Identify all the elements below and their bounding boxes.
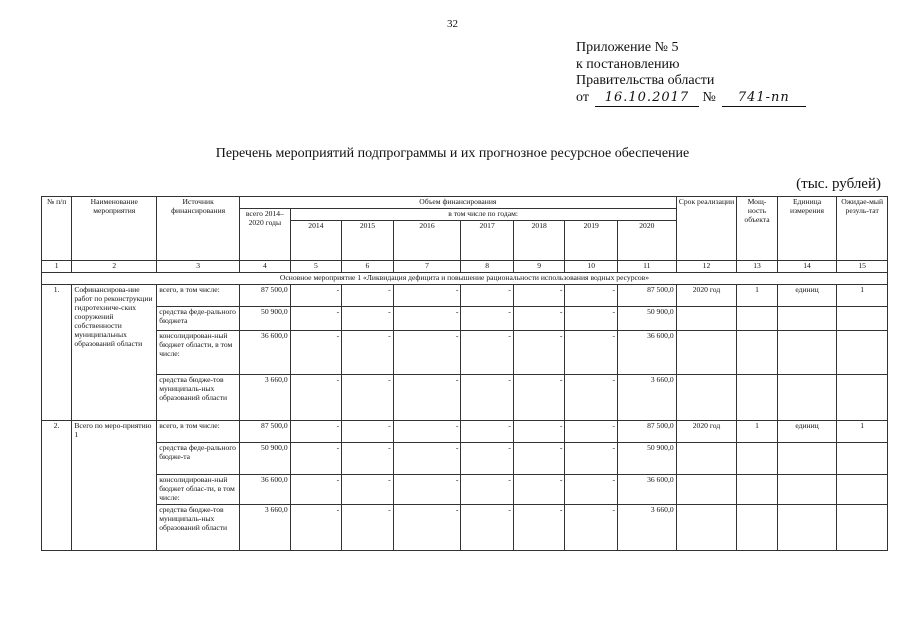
- empty-cell: [777, 474, 837, 504]
- year-value: -: [342, 374, 394, 420]
- header-expected: Ожидае-мый резуль-тат: [837, 197, 888, 261]
- table-row: [42, 306, 888, 330]
- year-value: -: [565, 474, 618, 504]
- term-value: 2020 год: [676, 420, 737, 442]
- funding-source: средства феде-рального бюджета: [157, 306, 240, 330]
- column-numbers-row: [42, 260, 888, 272]
- year-value: -: [513, 306, 565, 330]
- year-value: -: [342, 284, 394, 306]
- funding-source: консолидирован-ный бюджет облас-ти, в том числе:: [157, 474, 240, 504]
- header-year: 2019: [565, 220, 618, 260]
- year-value: -: [461, 330, 514, 374]
- appendix-line-2: к постановлению: [576, 56, 680, 72]
- year-value: -: [513, 474, 565, 504]
- year-value: -: [461, 284, 514, 306]
- year-value: -: [290, 330, 342, 374]
- empty-cell: [777, 374, 837, 420]
- header-year: 2017: [461, 220, 514, 260]
- year-value: -: [461, 442, 514, 474]
- column-number: 2: [72, 260, 157, 272]
- empty-cell: [676, 504, 737, 550]
- empty-cell: [676, 474, 737, 504]
- appendix-date-line: [576, 90, 806, 108]
- empty-cell: [837, 504, 888, 550]
- year-value: -: [290, 284, 342, 306]
- header-unit: Единица измерения: [777, 197, 837, 261]
- year-value: -: [461, 374, 514, 420]
- column-number: 7: [393, 260, 461, 272]
- column-number: 6: [342, 260, 394, 272]
- column-number: 10: [565, 260, 618, 272]
- year-value: -: [513, 374, 565, 420]
- column-number: 11: [618, 260, 677, 272]
- column-number: 1: [42, 260, 72, 272]
- total-value: 50 900,0: [240, 306, 291, 330]
- funding-source: средства феде-рального бюдже-та: [157, 442, 240, 474]
- column-number: 14: [777, 260, 837, 272]
- table-row: [42, 284, 888, 306]
- year-value: -: [513, 284, 565, 306]
- year-value: -: [393, 374, 461, 420]
- year-value: -: [393, 474, 461, 504]
- total-value: 3 660,0: [240, 504, 291, 550]
- unit-value: единиц: [777, 420, 837, 442]
- year-value: -: [513, 330, 565, 374]
- header-by-year: в том числе по годам:: [290, 208, 676, 220]
- year-value: -: [393, 442, 461, 474]
- empty-cell: [737, 474, 777, 504]
- year-value: -: [290, 374, 342, 420]
- header-year: 2020: [618, 220, 677, 260]
- capacity-value: 1: [737, 420, 777, 442]
- header-volume: Объем финансирования: [240, 197, 677, 209]
- year-value: -: [342, 474, 394, 504]
- total-value: 36 600,0: [240, 330, 291, 374]
- financing-table: [41, 196, 888, 551]
- column-number: 15: [837, 260, 888, 272]
- year-value: 36 600,0: [618, 474, 677, 504]
- table-row: [42, 442, 888, 474]
- year-value: -: [290, 504, 342, 550]
- funding-source: консолидирован-ный бюджет области, в том числе:: [157, 330, 240, 374]
- year-value: -: [393, 420, 461, 442]
- year-value: 50 900,0: [618, 442, 677, 474]
- year-value: -: [342, 504, 394, 550]
- year-value: -: [290, 474, 342, 504]
- total-value: 87 500,0: [240, 420, 291, 442]
- empty-cell: [837, 330, 888, 374]
- year-value: -: [565, 442, 618, 474]
- header-year: 2014: [290, 220, 342, 260]
- header-row-1: [42, 197, 888, 209]
- header-term: Срок реализации: [676, 197, 737, 261]
- year-value: 3 660,0: [618, 504, 677, 550]
- year-value: -: [513, 504, 565, 550]
- total-value: 87 500,0: [240, 284, 291, 306]
- year-value: -: [565, 306, 618, 330]
- year-value: -: [342, 306, 394, 330]
- column-number: 3: [157, 260, 240, 272]
- appendix-line-3: Правительства области: [576, 73, 715, 88]
- column-number: 4: [240, 260, 291, 272]
- section-row: [42, 272, 888, 284]
- empty-cell: [737, 442, 777, 474]
- empty-cell: [676, 374, 737, 420]
- year-value: -: [565, 284, 618, 306]
- funding-source: средства бюдже-тов муниципаль-ных образований области: [157, 504, 240, 550]
- funding-source: средства бюдже-тов муниципаль-ных образований области: [157, 374, 240, 420]
- year-value: -: [565, 504, 618, 550]
- year-value: -: [290, 420, 342, 442]
- unit-value: единиц: [777, 284, 837, 306]
- row-number: 1.: [42, 284, 72, 420]
- handwritten-date: 16.10.2017: [595, 90, 699, 108]
- empty-cell: [777, 504, 837, 550]
- funding-source: всего, в том числе:: [157, 284, 240, 306]
- capacity-value: 1: [737, 284, 777, 306]
- empty-cell: [777, 306, 837, 330]
- header-year: 2018: [513, 220, 565, 260]
- column-number: 13: [737, 260, 777, 272]
- header-total: всего 2014–2020 годы: [240, 208, 291, 260]
- year-value: 87 500,0: [618, 284, 677, 306]
- year-value: -: [565, 330, 618, 374]
- page-title: Перечень мероприятий подпрограммы и их прогнозное ресурсное обеспечение: [215, 146, 690, 161]
- header-capacity: Мощ-ность объекта: [737, 197, 777, 261]
- table-row: [42, 420, 888, 442]
- empty-cell: [676, 442, 737, 474]
- header-name: Наименование мероприятия: [72, 197, 157, 261]
- header-year: 2015: [342, 220, 394, 260]
- year-value: 36 600,0: [618, 330, 677, 374]
- empty-cell: [837, 442, 888, 474]
- handwritten-number: 741-пп: [722, 90, 806, 108]
- year-value: -: [393, 330, 461, 374]
- expected-value: 1: [837, 284, 888, 306]
- year-value: -: [461, 420, 514, 442]
- year-value: -: [290, 442, 342, 474]
- year-value: -: [461, 474, 514, 504]
- row-number: 2.: [42, 420, 72, 550]
- header-year: 2016: [393, 220, 461, 260]
- empty-cell: [777, 442, 837, 474]
- year-value: -: [513, 420, 565, 442]
- column-number: 8: [461, 260, 514, 272]
- empty-cell: [837, 374, 888, 420]
- empty-cell: [737, 504, 777, 550]
- year-value: -: [565, 374, 618, 420]
- empty-cell: [837, 306, 888, 330]
- table-row: [42, 474, 888, 504]
- year-value: 3 660,0: [618, 374, 677, 420]
- table-row: [42, 504, 888, 550]
- year-value: -: [342, 330, 394, 374]
- empty-cell: [777, 330, 837, 374]
- year-value: -: [342, 442, 394, 474]
- section-title: Основное мероприятие 1 «Ликвидация дефицита и повышение рациональности использования водных ресурсов»: [42, 272, 888, 284]
- year-value: -: [342, 420, 394, 442]
- appendix-line-1: Приложение № 5: [576, 40, 679, 55]
- year-value: -: [565, 420, 618, 442]
- measure-name: Софинансирова-ние работ по реконструкции гидротехниче-ских сооружений собственности муниципальных образований области: [72, 284, 157, 420]
- year-value: -: [393, 504, 461, 550]
- empty-cell: [837, 474, 888, 504]
- year-value: -: [461, 306, 514, 330]
- year-value: -: [393, 284, 461, 306]
- units-label: (тыс. рублей): [796, 176, 881, 192]
- number-label: №: [702, 89, 716, 105]
- table-row: [42, 330, 888, 374]
- total-value: 50 900,0: [240, 442, 291, 474]
- empty-cell: [676, 306, 737, 330]
- column-number: 12: [676, 260, 737, 272]
- empty-cell: [737, 306, 777, 330]
- header-num: № п/п: [42, 197, 72, 261]
- appendix-block: [576, 40, 806, 107]
- term-value: 2020 год: [676, 284, 737, 306]
- year-value: 50 900,0: [618, 306, 677, 330]
- year-value: -: [393, 306, 461, 330]
- year-value: -: [513, 442, 565, 474]
- year-value: 87 500,0: [618, 420, 677, 442]
- total-value: 3 660,0: [240, 374, 291, 420]
- from-label: от: [576, 89, 589, 105]
- empty-cell: [737, 330, 777, 374]
- empty-cell: [737, 374, 777, 420]
- page-number: 32: [447, 18, 458, 30]
- expected-value: 1: [837, 420, 888, 442]
- year-value: -: [290, 306, 342, 330]
- measure-name: Всего по меро-приятию 1: [72, 420, 157, 550]
- year-value: -: [461, 504, 514, 550]
- header-source: Источник финансирования: [157, 197, 240, 261]
- empty-cell: [676, 330, 737, 374]
- column-number: 9: [513, 260, 565, 272]
- total-value: 36 600,0: [240, 474, 291, 504]
- table-row: [42, 374, 888, 420]
- column-number: 5: [290, 260, 342, 272]
- funding-source: всего, в том числе:: [157, 420, 240, 442]
